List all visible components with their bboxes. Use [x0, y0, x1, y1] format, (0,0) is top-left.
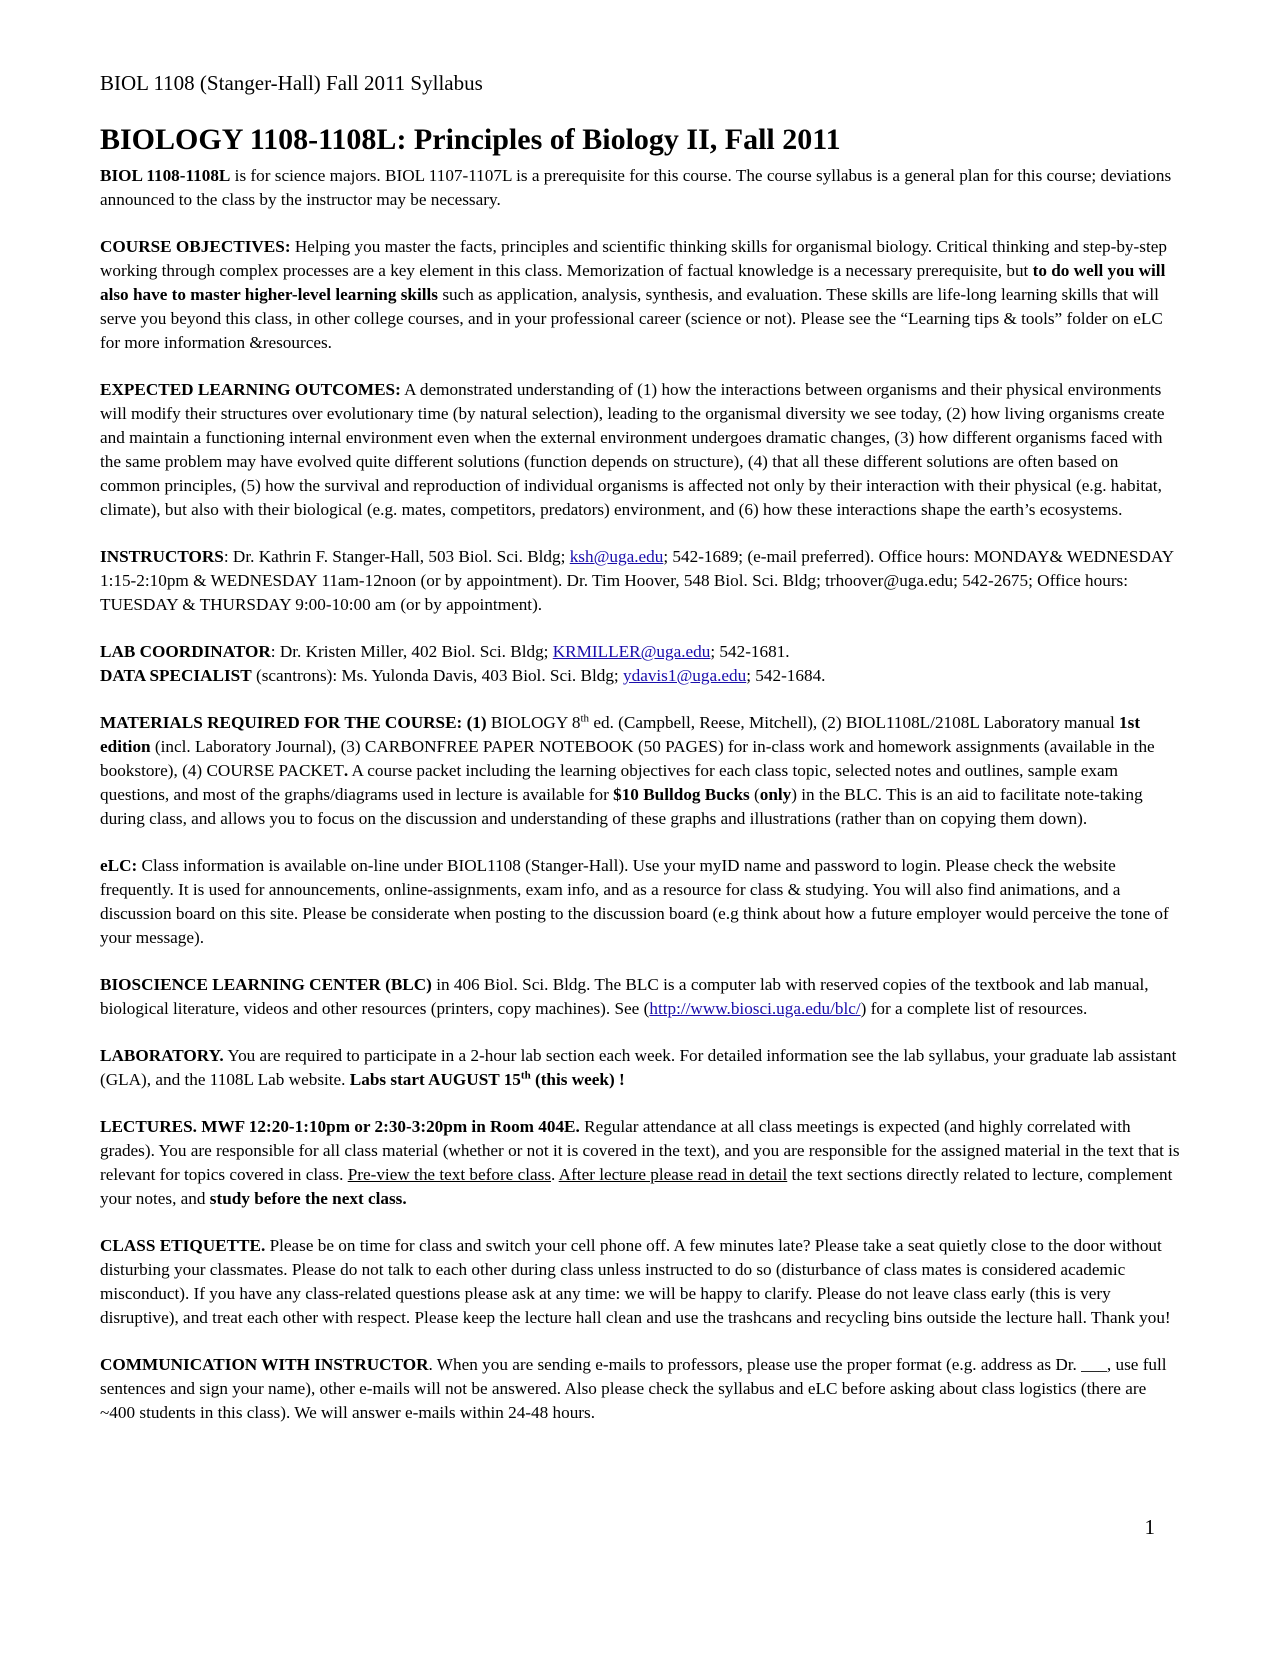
lab-coordinator-email-link[interactable]: KRMILLER@uga.edu — [552, 642, 711, 661]
materials-label: MATERIALS REQUIRED FOR THE COURSE: — [100, 713, 463, 732]
elc-text: Class information is available on-line under BIOL1108 (Stanger-Hall). Use your myID name and password to login. Please check the website frequently. It is used for announcements, online-assignments, exam info, and as a resource for class & studying. You will also find animations, and a discussion board on this site. Please be considerate when posting to the discussion board (e.g think about how a future employer would perceive the tone of your message). — [100, 856, 1169, 947]
blc-label: BIOSCIENCE LEARNING CENTER — [100, 975, 381, 994]
materials-section — [100, 711, 1180, 831]
blc-website-link[interactable]: http://www.biosci.uga.edu/blc/ — [649, 999, 861, 1018]
blc-text: in 406 Biol. Sci. Bldg. The BLC is a computer lab with reserved copies of the textbook and lab manual, biological literature, videos and other resources (printers, copy machines). See ( — [100, 975, 1149, 1018]
read-in-detail-instruction: After lecture please read in detail — [558, 1165, 788, 1184]
elc-section — [100, 854, 1180, 950]
page-number: 1 — [1144, 1515, 1155, 1539]
preview-text-instruction: Pre-view the text before class — [347, 1165, 552, 1184]
course-objectives-emphasis: to do well you will also have to master higher-level learning skills — [100, 261, 1166, 304]
course-code: BIOL 1108-1108L — [100, 166, 231, 185]
course-objectives-label: COURSE OBJECTIVES: — [100, 237, 291, 256]
lab-coordinator-line — [100, 640, 1180, 664]
document-title: BIOLOGY 1108-1108L: Principles of Biology II, Fall 2011 — [100, 123, 841, 156]
data-specialist-label: DATA SPECIALIST — [100, 666, 252, 685]
blc-section — [100, 973, 1180, 1021]
course-packet-price: $10 Bulldog Bucks — [613, 785, 750, 804]
materials-text-3: (incl. Laboratory Journal), (3) CARBONFREE PAPER NOTEBOOK (50 PAGES) for in-class work and homework assignments (available in the bookstore), (4) COURSE PACKET — [100, 737, 1155, 780]
instructor-email-link[interactable]: ksh@uga.edu — [569, 547, 664, 566]
lectures-text: Regular attendance at all class meetings is expected (and highly correlated with grades). You are responsible for all class material (whether or not it is covered in the text), and you are responsible for the assigned material in the text that is relevant for topics covered in class. — [100, 1117, 1180, 1184]
communication-label: COMMUNICATION WITH INSTRUCTOR — [100, 1355, 429, 1374]
intro-text: is for science majors. BIOL 1107-1107L is a prerequisite for this course. The course syllabus is a general plan for this course; deviations announced to the class by the instructor may be necessary. — [100, 166, 1172, 209]
materials-text-4: A course packet including the learning objectives for each class topic, selected notes and outlines, sample exam questions, and most of the graphs/diagrams used in lecture is available for — [100, 761, 1118, 804]
class-etiquette-section — [100, 1234, 1180, 1330]
lab-manual-edition: 1st edition — [100, 713, 1141, 756]
lab-coordinator-label: LAB COORDINATOR — [100, 642, 271, 661]
data-specialist-phone: ; 542-1684. — [746, 666, 826, 685]
elc-label: eLC: — [100, 856, 138, 875]
instructors-text: : Dr. Kathrin F. Stanger-Hall, 503 Biol. Sci. Bldg; — [223, 547, 570, 566]
data-specialist-line — [100, 664, 1180, 688]
labs-start-superscript: th — [520, 1069, 531, 1082]
class-etiquette-text: Please be on time for class and switch your cell phone off. A few minutes late? Please take a seat quietly close to the door without disturbing your classmates. Please do not talk to each other during class unless instructed to do so (disturbance of class mates is considered academic misconduct). If you have any class-related questions please ask at any time: we will be happy to clarify. Please do not leave class early (this is very disruptive), and treat each other with respect. Please keep the lecture hall clean and use the trashcans and recycling bins outside the lecture hall. Thank you! — [100, 1236, 1171, 1327]
communication-text: . When you are sending e-mails to professors, please use the proper format (e.g. address as Dr. ___, use full sentences and sign your name), other e-mails will not be answered. Also please check the syllabus and eLC before asking about class logistics (there are ~400 students in this class). We will answer e-mails within 24-48 hours. — [100, 1355, 1167, 1422]
data-specialist-text: (scantrons): Ms. Yulonda Davis, 403 Biol. Sci. Bldg; — [251, 666, 623, 685]
materials-item-one: (1) — [462, 713, 487, 732]
running-header: BIOL 1108 (Stanger-Hall) Fall 2011 Syllabus — [100, 71, 483, 95]
lab-coordinator-phone: ; 542-1681. — [710, 642, 790, 661]
labs-start-end: (this week) ! — [530, 1070, 625, 1089]
materials-text-2: ed. (Campbell, Reese, Mitchell), (2) BIOL1108L/2108L Laboratory manual — [589, 713, 1120, 732]
communication-section — [100, 1353, 1180, 1425]
course-packet-dot: . — [343, 761, 349, 780]
course-objectives-text-cont: such as application, analysis, synthesis, and evaluation. These skills are life-long learning skills that will serve you beyond this class, in other college courses, and in your professional career (science or not). Please see the “Learning tips & tools” folder on eLC for more information &resources. — [100, 285, 1163, 352]
lectures-text-3: the text sections directly related to lecture, complement your notes, and — [100, 1165, 1173, 1208]
learning-outcomes-section — [100, 378, 1180, 522]
blc-text-cont: ) for a complete list of resources. — [860, 999, 1088, 1018]
lab-coordinator-text: : Dr. Kristen Miller, 402 Biol. Sci. Bldg; — [270, 642, 553, 661]
instructors-section — [100, 545, 1180, 617]
instructors-label: INSTRUCTORS — [100, 547, 224, 566]
intro-paragraph — [100, 164, 1180, 212]
instructors-text-cont: ; 542-1689; (e-mail preferred). Office hours: MONDAY& WEDNESDAY 1:15-2:10pm & WEDNESDAY 11am-12noon (or by appointment). Dr. Tim Hoover, 548 Biol. Sci. Bldg; trhoover@uga.edu; 542-2675; Office hours: TUESDAY & THURSDAY 9:00-10:00 am (or by appointment). — [100, 547, 1174, 614]
laboratory-label: LABORATORY. — [100, 1046, 224, 1065]
class-etiquette-label: CLASS ETIQUETTE. — [100, 1236, 266, 1255]
course-objectives-text: Helping you master the facts, principles and scientific thinking skills for organismal biology. Critical thinking and step-by-step working through complex processes are a key element in this class. Memorization of factual knowledge is a necessary prerequisite, but — [100, 237, 1167, 280]
labs-start-text: Labs start AUGUST 15 — [349, 1070, 521, 1089]
learning-outcomes-text: A demonstrated understanding of (1) how the interactions between organisms and their physical environments will modify their structures over evolutionary time (by natural selection), leading to the organismal diversity we see today, (2) how living organisms create and maintain a functioning internal environment even when the external environment undergoes dramatic changes, (3) how different organisms faced with the same problem may have evolved quite different solutions (function depends on structure), (4) that all these different solutions are often based on common principles, (5) how the survival and reproduction of individual organisms is affected not only by their interaction with their physical (e.g. habitat, climate), but also with their biological (e.g. mates, competitors, predators) environment, and (6) how these interactions shape the earth’s ecosystems. — [100, 380, 1165, 519]
blc-abbreviation: (BLC) — [380, 975, 432, 994]
lectures-text-2: . — [551, 1165, 559, 1184]
course-objectives-section — [100, 235, 1180, 355]
materials-text-5: ( — [749, 785, 760, 804]
course-packet-only: only — [759, 785, 792, 804]
data-specialist-email-link[interactable]: ydavis1@uga.edu — [623, 666, 747, 685]
study-before-next-class: study before the next class. — [209, 1189, 407, 1208]
materials-text: BIOLOGY 8 — [486, 713, 581, 732]
laboratory-text: You are required to participate in a 2-hour lab section each week. For detailed information see the lab syllabus, your graduate lab assistant (GLA), and the 1108L Lab website. — [100, 1046, 1177, 1089]
lectures-section — [100, 1115, 1180, 1211]
laboratory-section — [100, 1044, 1180, 1092]
lectures-label: LECTURES. MWF 12:20-1:10pm or 2:30-3:20pm in Room 404E. — [100, 1117, 580, 1136]
materials-text-6: ) in the BLC. This is an aid to facilitate note-taking during class, and allows you to focus on the discussion and understanding of these graphs and illustrations (rather than on copying them down). — [100, 785, 1143, 828]
labs-start-date — [350, 1070, 625, 1089]
edition-superscript: th — [580, 712, 590, 725]
learning-outcomes-label: EXPECTED LEARNING OUTCOMES: — [100, 380, 401, 399]
